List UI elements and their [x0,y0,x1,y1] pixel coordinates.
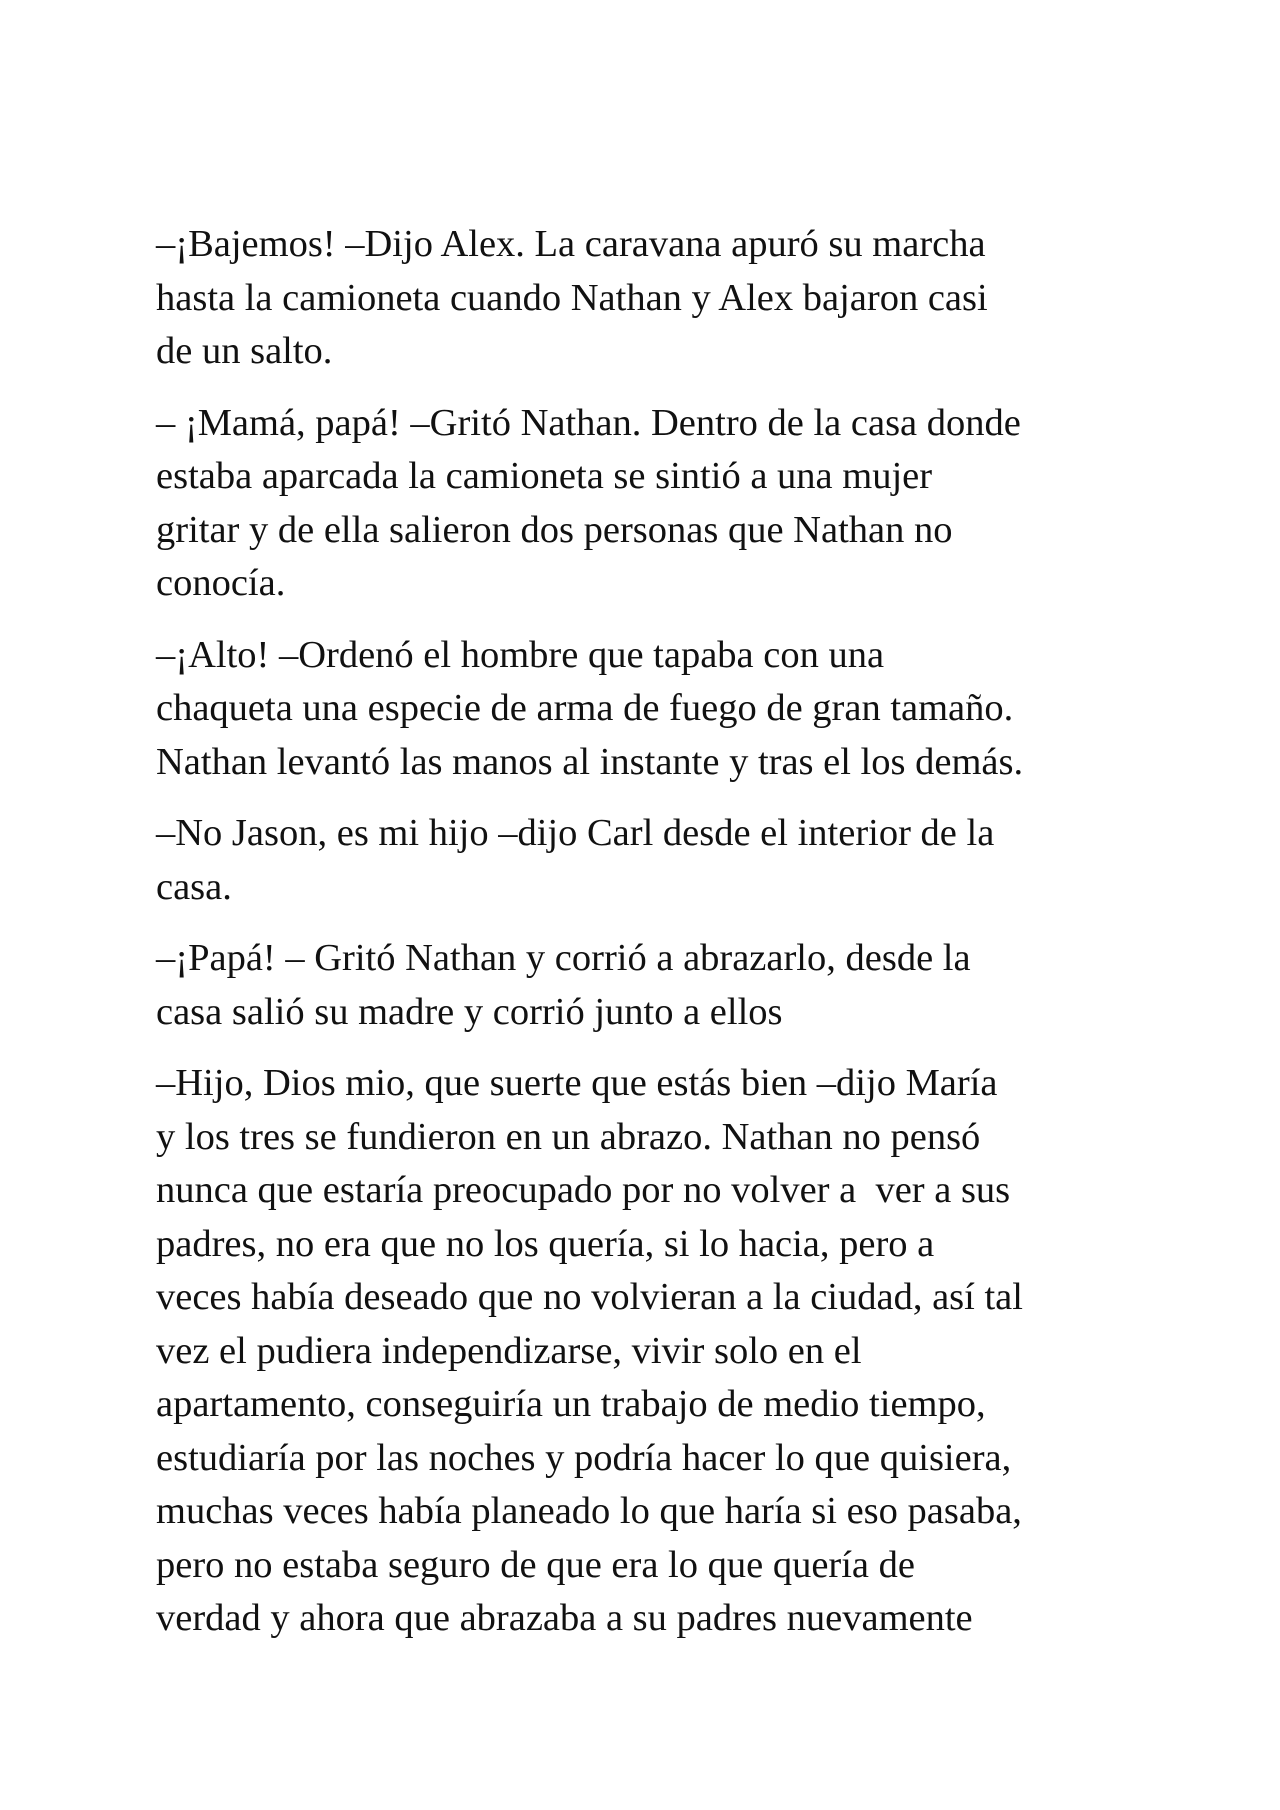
text-line: verdad y ahora que abrazaba a su padres nuevamente [156,1597,973,1639]
text-line: – ¡Mamá, papá! –Gritó Nathan. Dentro de la casa donde [156,401,1021,444]
text-line: casa salió su madre y corrió junto a ellos [156,990,783,1033]
text-line: de un salto. [156,330,333,372]
text-line: gritar y de ella salieron dos personas que Nathan no [156,508,953,551]
text-line: Nathan levantó las manos al instante y tras el los demás. [156,740,1024,783]
text-line: apartamento, conseguiría un trabajo de medio tiempo, [156,1383,986,1425]
text-line: –¡Papá! – Gritó Nathan y corrió a abrazarlo, desde la [156,937,971,979]
text-line: y los tres se fundieron en un abrazo. Nathan no pensó [156,1115,981,1158]
text-line: chaqueta una especie de arma de fuego de gran tamaño. [156,687,1014,729]
paragraph-6 [156,1057,1136,1646]
text-line: vez el pudiera independizarse, vivir solo en el [156,1329,862,1372]
text-line: –¡Bajemos! –Dijo Alex. La caravana apuró su marcha [156,223,986,265]
text-line: –¡Alto! –Ordenó el hombre que tapaba con una [156,633,885,676]
text-line: veces había deseado que no volvieran a la ciudad, así tal [156,1276,1023,1318]
paragraph-5 [156,932,1136,1039]
text-line: padres, no era que no los quería, si lo hacia, pero a [156,1222,935,1265]
text-line: hasta la camioneta cuando Nathan y Alex bajaron casi [156,276,988,319]
text-line: –No Jason, es mi hijo –dijo Carl desde el interior de la [156,812,995,854]
text-line: conocía. [156,562,286,604]
text-line: –Hijo, Dios mio, que suerte que estás bien –dijo María [156,1062,998,1104]
body-text [156,218,1136,1664]
paragraph-4 [156,807,1136,914]
paragraph-2 [156,397,1136,611]
text-line: pero no estaba seguro de que era lo que quería de [156,1543,915,1586]
paragraph-1 [156,218,1136,379]
text-line: nunca que estaría preocupado por no volver a ver a sus [156,1169,1011,1211]
text-line: estaba aparcada la camioneta se sintió a una mujer [156,455,933,497]
text-line: casa. [156,865,232,908]
text-line: muchas veces había planeado lo que haría si eso pasaba, [156,1490,1022,1532]
text-line: estudiaría por las noches y podría hacer lo que quisiera, [156,1436,1012,1479]
paragraph-3 [156,629,1136,790]
